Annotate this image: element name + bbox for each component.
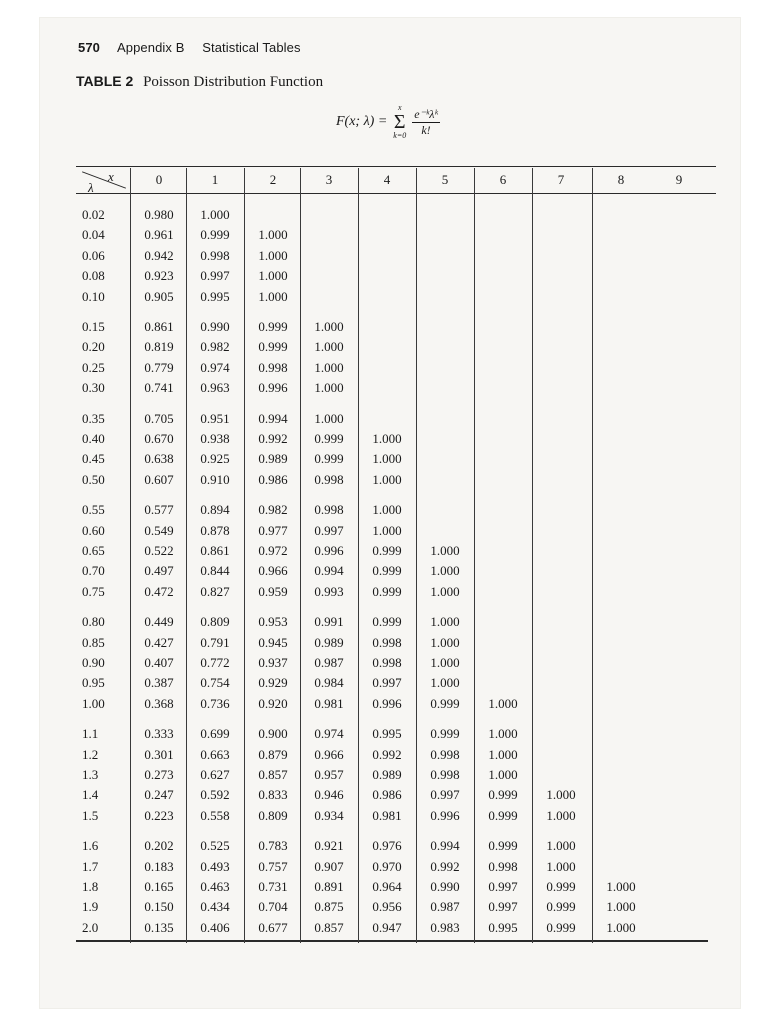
lambda-value: 0.02 <box>82 207 105 222</box>
table-cell: 1.000 <box>430 634 460 650</box>
table-cell: 1.000 <box>546 787 576 803</box>
table-cell: 0.627 <box>200 767 230 782</box>
table-cell: 0.998 <box>314 502 344 518</box>
table-cell: 0.938 <box>200 431 230 446</box>
lambda-value: 1.2 <box>82 746 99 762</box>
table-cell: 1.000 <box>430 543 460 558</box>
table-cell: 0.736 <box>200 695 230 711</box>
table-cell: 0.994 <box>314 563 344 579</box>
table-cell: 0.857 <box>314 919 344 935</box>
lambda-value: 1.00 <box>82 695 105 711</box>
table-cell: 0.997 <box>488 899 518 915</box>
table-cell: 0.741 <box>144 380 174 396</box>
table-cell: 0.999 <box>314 451 344 467</box>
lambda-value: 0.04 <box>82 227 105 243</box>
table-cell: 0.497 <box>144 563 174 579</box>
table-cell: 0.983 <box>430 919 460 935</box>
table-cell: 0.493 <box>200 858 230 874</box>
column-header: 3 <box>325 172 333 187</box>
table-cell: 1.000 <box>258 268 288 284</box>
table-cell: 1.000 <box>372 502 402 518</box>
table-cell: 0.663 <box>200 746 230 762</box>
table-cell: 0.857 <box>258 767 288 782</box>
table-cell: 0.998 <box>200 247 230 263</box>
table-cell: 0.956 <box>372 899 402 915</box>
table-cell: 0.959 <box>258 583 288 599</box>
column-divider <box>130 168 131 943</box>
lambda-value: 1.1 <box>82 726 99 742</box>
table-cell: 0.989 <box>314 634 344 650</box>
lambda-value: 0.85 <box>82 634 105 650</box>
table-cell: 0.946 <box>314 787 344 803</box>
column-divider <box>186 168 187 943</box>
table-cell: 0.990 <box>200 319 230 334</box>
column-header: 5 <box>441 172 449 187</box>
table-cell: 0.997 <box>314 522 344 538</box>
column-header: 8 <box>617 172 625 187</box>
table-cell: 0.333 <box>144 726 174 742</box>
table-cell: 0.999 <box>372 583 402 599</box>
table-cell: 1.000 <box>314 380 344 396</box>
formula <box>336 104 440 140</box>
table-cell: 0.998 <box>430 767 460 782</box>
table-cell: 0.981 <box>372 807 402 823</box>
table-cell: 0.987 <box>430 899 460 915</box>
table-cell: 1.000 <box>200 207 230 222</box>
table-cell: 0.472 <box>144 583 174 599</box>
lambda-value: 0.75 <box>82 583 105 599</box>
table-cell: 0.951 <box>200 410 230 426</box>
table-cell: 0.406 <box>200 919 230 935</box>
table-cell: 0.999 <box>546 899 576 915</box>
table-cell: 0.999 <box>258 319 288 334</box>
table-cell: 0.705 <box>144 410 174 426</box>
appendix-label: Appendix B <box>117 40 185 55</box>
lambda-value: 0.60 <box>82 522 105 538</box>
table-cell: 0.998 <box>372 655 402 670</box>
table-cell: 0.223 <box>144 807 174 823</box>
table-cell: 0.989 <box>258 451 288 467</box>
table-cell: 0.921 <box>314 838 344 854</box>
lambda-value: 0.08 <box>82 268 105 284</box>
lambda-value: 0.25 <box>82 359 105 375</box>
table-cell: 1.000 <box>606 919 636 935</box>
table-cell: 1.000 <box>430 583 460 599</box>
table-cell: 0.592 <box>200 787 230 803</box>
table-cell: 0.779 <box>144 359 174 375</box>
lambda-value: 0.10 <box>82 288 105 304</box>
table-cell: 0.809 <box>200 614 230 630</box>
table-cell: 0.995 <box>488 919 518 935</box>
table-cell: 0.273 <box>144 767 174 782</box>
table-cell: 0.449 <box>144 614 174 630</box>
column-header: 4 <box>383 172 391 187</box>
table-cell: 0.999 <box>430 726 460 742</box>
column-header: 2 <box>269 172 277 187</box>
table-cell: 0.900 <box>258 726 288 742</box>
table-cell: 0.301 <box>144 746 174 762</box>
table-cell: 0.247 <box>144 787 174 803</box>
lambda-value: 1.3 <box>82 767 99 782</box>
table-cell: 0.999 <box>546 919 576 935</box>
lambda-value: 1.8 <box>82 879 99 894</box>
table-cell: 0.183 <box>144 858 174 874</box>
table-cell: 0.463 <box>200 879 230 894</box>
table-cell: 0.772 <box>200 655 230 670</box>
table-cell: 0.964 <box>372 879 402 894</box>
table-cell: 1.000 <box>606 899 636 915</box>
table-cell: 0.878 <box>200 522 230 538</box>
table-cell: 0.984 <box>314 675 344 691</box>
table-cell: 0.754 <box>200 675 230 691</box>
table-cell: 0.670 <box>144 431 174 446</box>
column-divider <box>532 168 533 943</box>
table-cell: 1.000 <box>606 879 636 894</box>
table-cell: 1.000 <box>258 227 288 243</box>
table-cell: 0.910 <box>200 471 230 487</box>
lambda-value: 0.40 <box>82 431 105 446</box>
table-cell: 0.549 <box>144 522 174 538</box>
lambda-value: 0.45 <box>82 451 105 467</box>
table-cell: 0.982 <box>258 502 288 518</box>
running-header <box>78 40 301 55</box>
table-cell: 0.920 <box>258 695 288 711</box>
table-cell: 1.000 <box>488 746 518 762</box>
table-cell: 1.000 <box>546 807 576 823</box>
table-cell: 0.986 <box>258 471 288 487</box>
table-cell: 1.000 <box>488 695 518 711</box>
lambda-value: 1.5 <box>82 807 99 823</box>
table-cell: 0.982 <box>200 339 230 355</box>
column-header: 6 <box>499 172 507 187</box>
lambda-value: 1.7 <box>82 858 99 874</box>
table-cell: 1.000 <box>546 858 576 874</box>
table-bottom-rule <box>76 940 708 942</box>
table-cell: 0.607 <box>144 471 174 487</box>
table-cell: 0.974 <box>314 726 344 742</box>
table-cell: 0.833 <box>258 787 288 803</box>
table-cell: 0.997 <box>488 879 518 894</box>
lambda-value: 1.9 <box>82 899 99 915</box>
table-cell: 0.945 <box>258 634 288 650</box>
table-cell: 1.000 <box>314 359 344 375</box>
table-cell: 0.783 <box>258 838 288 854</box>
table-cell: 0.809 <box>258 807 288 823</box>
table-cell: 0.999 <box>372 614 402 630</box>
table-cell: 0.925 <box>200 451 230 467</box>
column-divider <box>244 168 245 943</box>
table-cell: 1.000 <box>430 675 460 691</box>
table-cell: 0.929 <box>258 675 288 691</box>
lambda-value: 0.50 <box>82 471 105 487</box>
table-cell: 0.558 <box>200 807 230 823</box>
table-cell: 0.875 <box>314 899 344 915</box>
table-cell: 0.998 <box>314 471 344 487</box>
table-cell: 0.819 <box>144 339 174 355</box>
table-cell: 0.387 <box>144 675 174 691</box>
lambda-value: 0.90 <box>82 655 105 670</box>
table-label: TABLE 2 <box>76 73 134 89</box>
table-cell: 0.999 <box>258 339 288 355</box>
table-cell: 0.963 <box>200 380 230 396</box>
table-cell: 0.165 <box>144 879 174 894</box>
table-cell: 0.942 <box>144 247 174 263</box>
table-cell: 0.994 <box>430 838 460 854</box>
table-cell: 0.999 <box>314 431 344 446</box>
column-divider <box>358 168 359 943</box>
column-header: 0 <box>155 172 163 187</box>
table-cell: 1.000 <box>430 614 460 630</box>
table-cell: 0.999 <box>430 695 460 711</box>
table-cell: 0.998 <box>372 634 402 650</box>
table-cell: 0.731 <box>258 879 288 894</box>
table-title: Poisson Distribution Function <box>143 74 324 90</box>
table-cell: 0.981 <box>314 695 344 711</box>
table-cell: 1.000 <box>258 247 288 263</box>
table-cell: 0.998 <box>430 746 460 762</box>
table-cell: 0.999 <box>488 838 518 854</box>
lambda-value: 0.65 <box>82 543 105 558</box>
table-cell: 0.699 <box>200 726 230 742</box>
table-cell: 0.998 <box>488 858 518 874</box>
corner-lambda-label: λ <box>88 180 94 195</box>
table-cell: 0.997 <box>430 787 460 803</box>
table-cell: 0.923 <box>144 268 174 284</box>
table-cell: 0.980 <box>144 207 174 222</box>
table-cell: 0.977 <box>258 522 288 538</box>
table-cell: 1.000 <box>314 410 344 426</box>
lambda-value: 0.20 <box>82 339 105 355</box>
table-cell: 1.000 <box>372 451 402 467</box>
table-cell: 0.522 <box>144 543 174 558</box>
sum-lower-limit: k=0 <box>393 131 407 140</box>
page-number: 570 <box>78 40 100 55</box>
lambda-value: 0.06 <box>82 247 105 263</box>
column-divider <box>300 168 301 943</box>
table-cell: 0.999 <box>488 807 518 823</box>
table-cell: 1.000 <box>488 767 518 782</box>
table-cell: 0.997 <box>372 675 402 691</box>
table-cell: 1.000 <box>546 838 576 854</box>
table-cell: 0.989 <box>372 767 402 782</box>
table-cell: 0.953 <box>258 614 288 630</box>
table-cell: 1.000 <box>430 655 460 670</box>
lambda-value: 0.30 <box>82 380 105 396</box>
table-cell: 0.992 <box>372 746 402 762</box>
table-cell: 0.368 <box>144 695 174 711</box>
table-cell: 0.995 <box>372 726 402 742</box>
table-cell: 0.791 <box>200 634 230 650</box>
summation-symbol: x Σ k=0 <box>393 103 407 140</box>
table-cell: 0.202 <box>144 838 174 854</box>
table-cell: 0.937 <box>258 655 288 670</box>
table-cell: 0.934 <box>314 807 344 823</box>
formula-denominator: k! <box>421 122 431 137</box>
table-cell: 0.976 <box>372 838 402 854</box>
table-cell: 0.407 <box>144 655 174 670</box>
table-cell: 0.986 <box>372 787 402 803</box>
table-cell: 0.992 <box>258 431 288 446</box>
corner-x-label: x <box>108 169 114 184</box>
table-cell: 0.999 <box>200 227 230 243</box>
table-cell: 0.704 <box>258 899 288 915</box>
formula-numerator: e⁻ᵏλᵏ <box>414 106 438 121</box>
table-cell: 0.999 <box>372 543 402 558</box>
table-cell: 0.970 <box>372 858 402 874</box>
table-cell: 0.994 <box>258 410 288 426</box>
table-cell: 0.577 <box>144 502 174 518</box>
sum-upper-limit: x <box>397 103 402 112</box>
table-cell: 0.434 <box>200 899 230 915</box>
table-cell: 0.961 <box>144 227 174 243</box>
table-cell: 0.861 <box>200 543 230 558</box>
table-top-rule <box>76 166 716 167</box>
table-cell: 0.996 <box>372 695 402 711</box>
corner-diagonal <box>78 170 130 190</box>
table-cell: 0.998 <box>258 359 288 375</box>
table-cell: 0.757 <box>258 858 288 874</box>
header-bottom-rule <box>76 193 716 194</box>
lambda-value: 0.80 <box>82 614 105 630</box>
table-cell: 0.891 <box>314 879 344 894</box>
table-cell: 1.000 <box>372 471 402 487</box>
table-cell: 0.996 <box>430 807 460 823</box>
table-cell: 1.000 <box>314 339 344 355</box>
table-cell: 1.000 <box>488 726 518 742</box>
lambda-value: 0.95 <box>82 675 105 691</box>
table-cell: 0.638 <box>144 451 174 467</box>
lambda-value: 0.55 <box>82 502 105 518</box>
column-header: 1 <box>211 172 219 187</box>
table-cell: 0.150 <box>144 899 174 915</box>
table-cell: 0.972 <box>258 543 288 558</box>
lambda-value: 0.70 <box>82 563 105 579</box>
table-cell: 0.996 <box>314 543 344 558</box>
table-cell: 0.861 <box>144 319 174 334</box>
table-cell: 1.000 <box>372 522 402 538</box>
lambda-value: 1.6 <box>82 838 99 854</box>
column-header: 9 <box>675 172 683 187</box>
table-cell: 0.135 <box>144 919 174 935</box>
lambda-value: 0.35 <box>82 410 105 426</box>
table-cell: 0.957 <box>314 767 344 782</box>
table-cell: 0.827 <box>200 583 230 599</box>
table-cell: 0.991 <box>314 614 344 630</box>
table-cell: 0.907 <box>314 858 344 874</box>
table-cell: 0.905 <box>144 288 174 304</box>
column-divider <box>592 168 593 943</box>
table-caption <box>76 73 323 91</box>
table-cell: 0.974 <box>200 359 230 375</box>
column-divider <box>474 168 475 943</box>
table-cell: 0.677 <box>258 919 288 935</box>
table-cell: 0.999 <box>488 787 518 803</box>
table-cell: 0.879 <box>258 746 288 762</box>
table-cell: 0.947 <box>372 919 402 935</box>
table-cell: 1.000 <box>430 563 460 579</box>
column-header: 7 <box>557 172 565 187</box>
table-cell: 0.427 <box>144 634 174 650</box>
table-cell: 0.993 <box>314 583 344 599</box>
lambda-value: 2.0 <box>82 919 99 935</box>
table-cell: 0.990 <box>430 879 460 894</box>
table-cell: 0.894 <box>200 502 230 518</box>
lambda-value: 0.15 <box>82 319 105 334</box>
lambda-value: 1.4 <box>82 787 99 803</box>
table-cell: 1.000 <box>258 288 288 304</box>
table-cell: 0.999 <box>372 563 402 579</box>
table-cell: 0.525 <box>200 838 230 854</box>
table-cell: 0.995 <box>200 288 230 304</box>
table-cell: 0.999 <box>546 879 576 894</box>
table-cell: 0.844 <box>200 563 230 579</box>
column-divider <box>416 168 417 943</box>
table-cell: 0.966 <box>258 563 288 579</box>
table-cell: 0.996 <box>258 380 288 396</box>
table-cell: 0.966 <box>314 746 344 762</box>
table-cell: 0.992 <box>430 858 460 874</box>
table-cell: 0.987 <box>314 655 344 670</box>
formula-fraction <box>412 107 440 138</box>
table-cell: 1.000 <box>314 319 344 334</box>
table-cell: 0.997 <box>200 268 230 284</box>
table-cell: 1.000 <box>372 431 402 446</box>
header-title: Statistical Tables <box>202 40 301 55</box>
formula-lhs: F(x; λ) = <box>336 114 388 129</box>
